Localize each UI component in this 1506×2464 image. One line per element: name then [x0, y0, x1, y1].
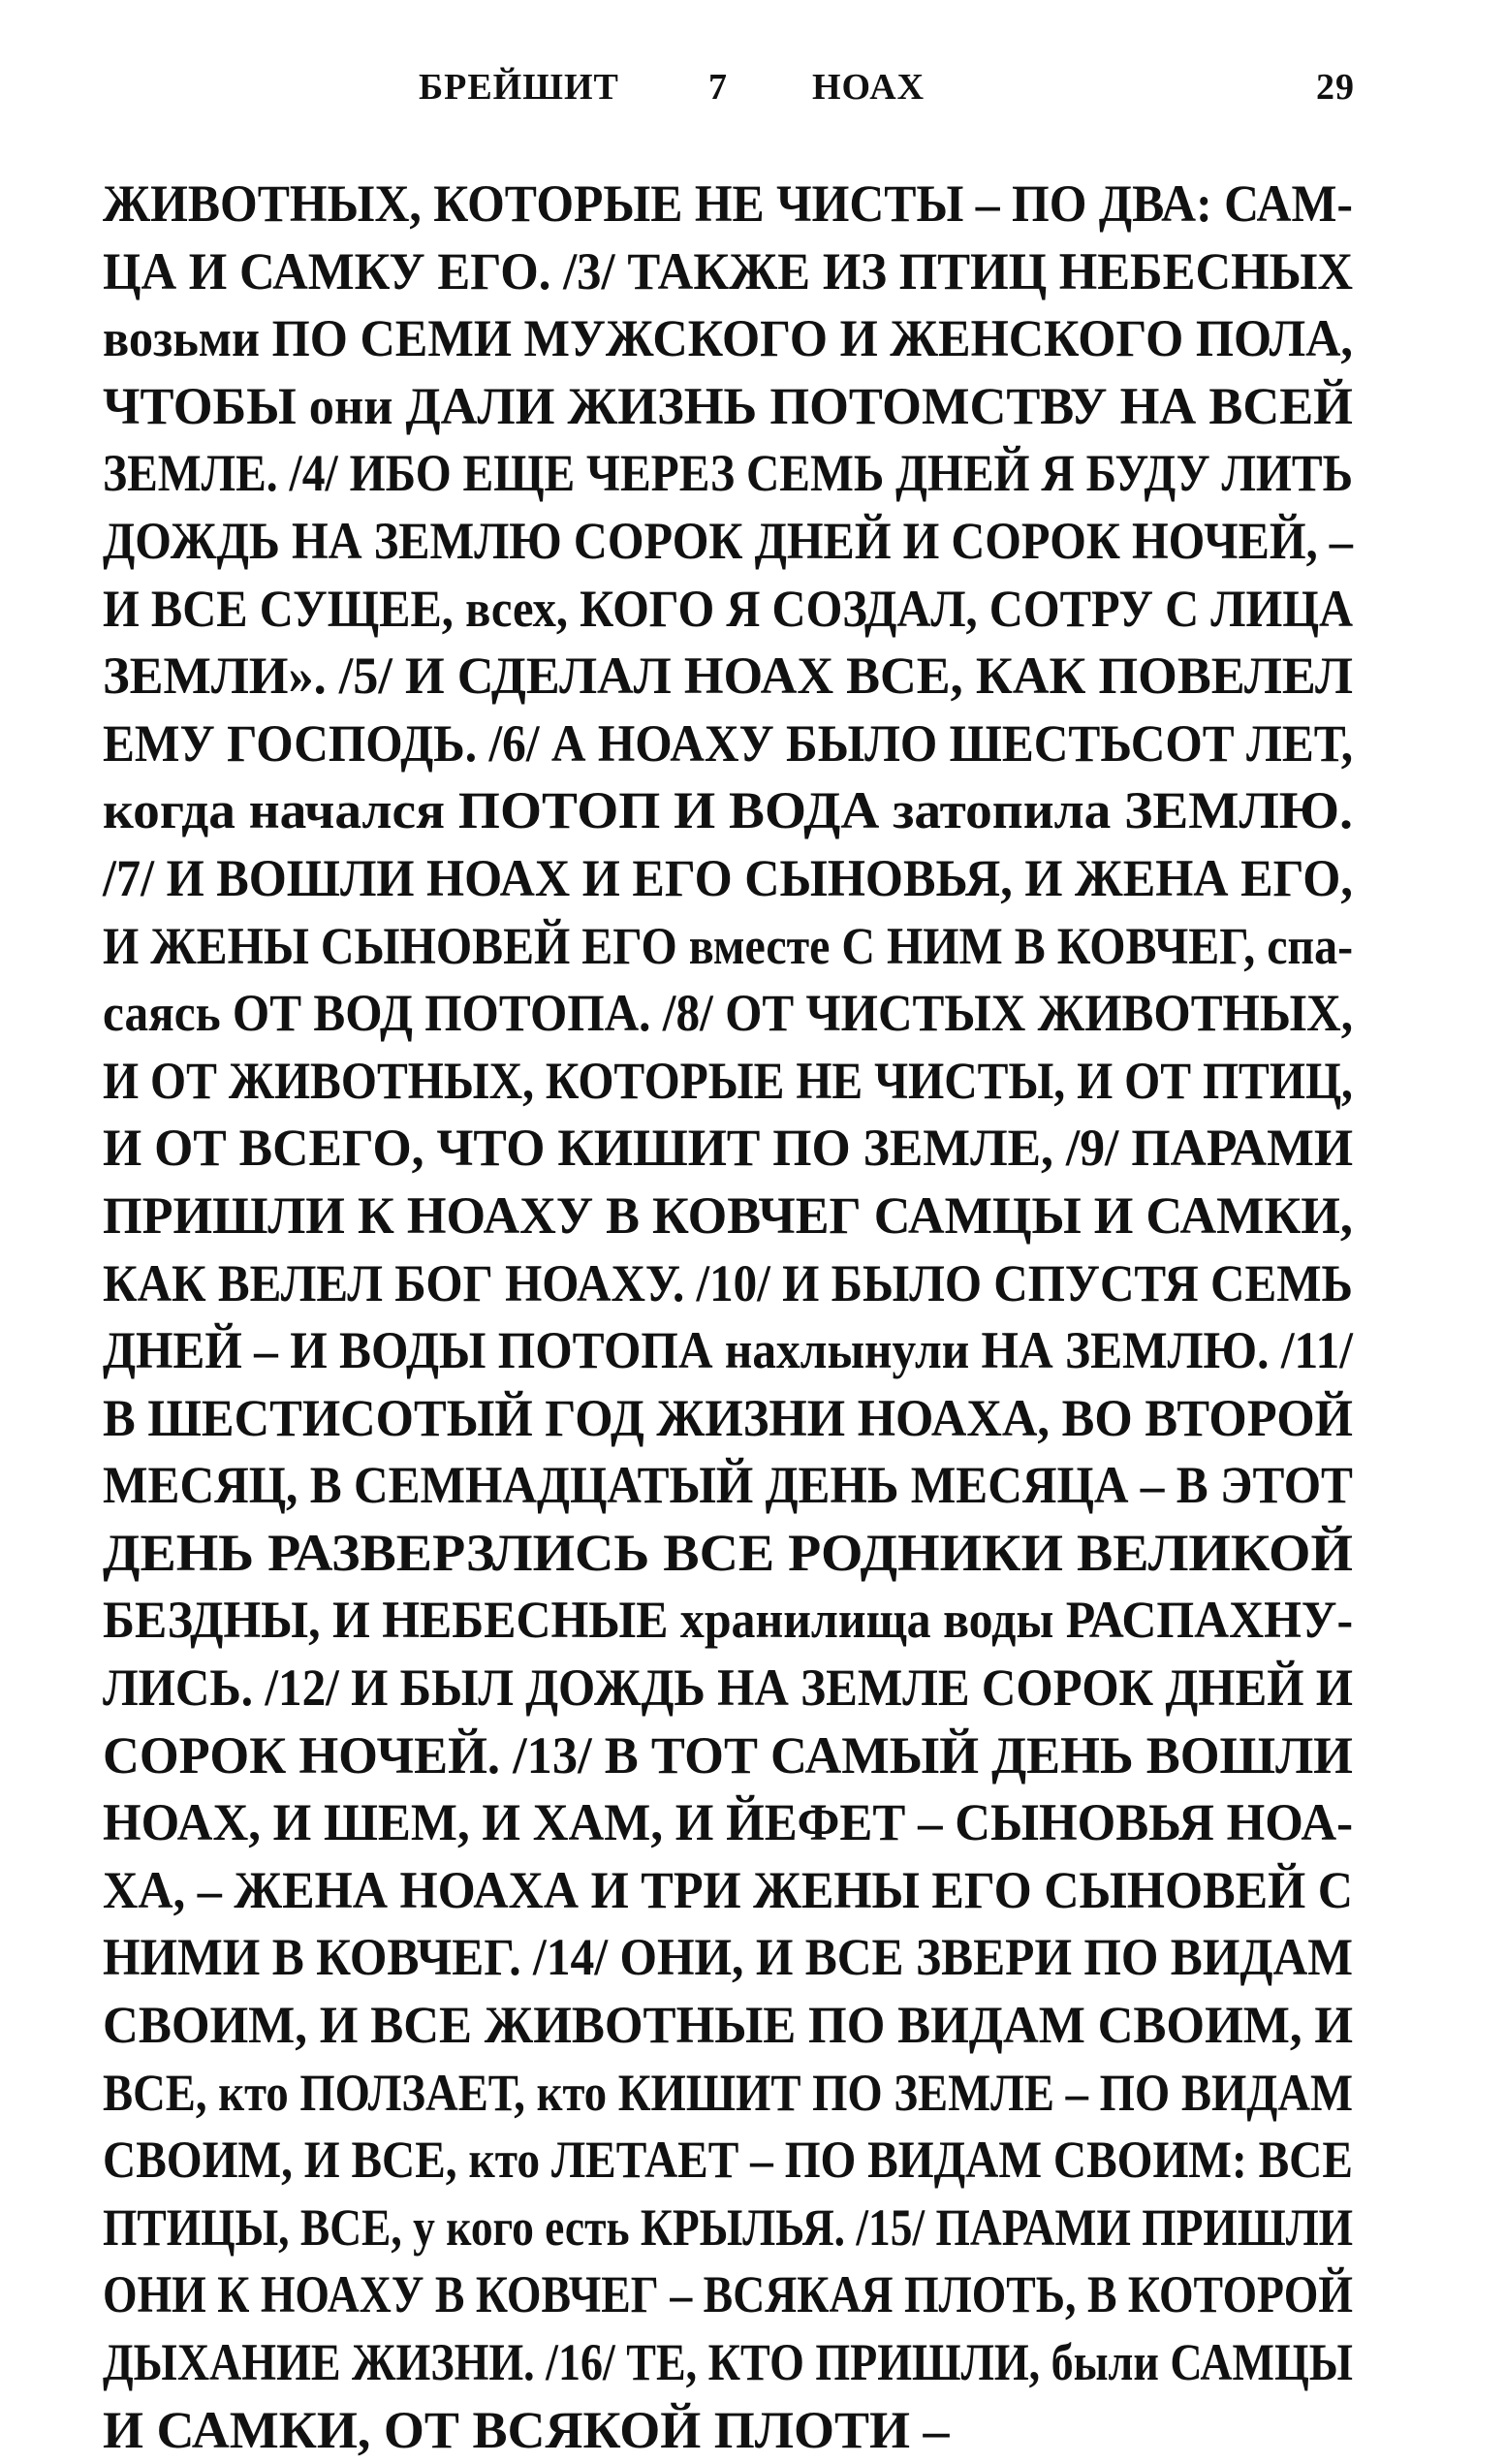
text-line: И ОТ ЖИВОТНЫХ, КОТОРЫЕ НЕ ЧИСТЫ, И ОТ ПТИЦ, — [103, 1051, 1353, 1110]
text-line: И ЖЕНЫ СЫНОВЕЙ ЕГО вместе С НИМ В КОВЧЕГ, спа- — [103, 916, 1354, 975]
text-line: И ОТ ВСЕГО, ЧТО КИШИТ ПО ЗЕМЛЕ, /9/ ПАРАМИ — [103, 1119, 1354, 1178]
text-line: В ШЕСТИСОТЫЙ ГОД ЖИЗНИ НОАХА, ВО ВТОРОЙ — [103, 1388, 1353, 1447]
text-line: ДЕНЬ РАЗВЕРЗЛИСЬ ВСЕ РОДНИКИ ВЕЛИКОЙ — [103, 1523, 1353, 1582]
text-line: НОАХ, И ШЕМ, И ХАМ, И ЙЕФЕТ – СЫНОВЬЯ НОА- — [103, 1793, 1354, 1852]
text-line: ДОЖДЬ НА ЗЕМЛЮ СОРОК ДНЕЙ И СОРОК НОЧЕЙ, – — [103, 511, 1353, 570]
scripture-text — [103, 171, 1353, 2464]
text-line: /7/ И ВОШЛИ НОАХ И ЕГО СЫНОВЬЯ, И ЖЕНА ЕГО, — [103, 848, 1353, 907]
page-number: 29 — [1316, 67, 1355, 108]
text-line: саясь ОТ ВОД ПОТОПА. /8/ ОТ ЧИСТЫХ ЖИВОТНЫХ, — [103, 984, 1354, 1043]
header-book-title: БРЕЙШИТ — [419, 67, 619, 108]
text-line: И САМКИ, ОТ ВСЯКОЙ ПЛОТИ – — [103, 2400, 950, 2459]
text-line: ЛИСЬ. /12/ И БЫЛ ДОЖДЬ НА ЗЕМЛЕ СОРОК ДНЕЙ И — [103, 1658, 1353, 1718]
text-line: СОРОК НОЧЕЙ. /13/ В ТОТ САМЫЙ ДЕНЬ ВОШЛИ — [103, 1725, 1353, 1785]
header-portion-title: НОАХ — [812, 67, 926, 108]
header-chapter-number: 7 — [708, 67, 728, 108]
text-line: НИМИ В КОВЧЕГ. /14/ ОНИ, И ВСЕ ЗВЕРИ ПО ВИДАМ — [103, 1928, 1353, 1987]
text-line: БЕЗДНЫ, И НЕБЕСНЫЕ хранилища воды РАСПАХНУ- — [103, 1591, 1354, 1650]
text-line: ЧТОБЫ они ДАЛИ ЖИЗНЬ ПОТОМСТВУ НА ВСЕЙ — [103, 376, 1353, 435]
text-line: ВСЕ, кто ПОЛЗАЕТ, кто КИШИТ ПО ЗЕМЛЕ – ПО ВИДАМ — [103, 2063, 1354, 2122]
text-line: ЗЕМЛЕ. /4/ ИБО ЕЩЕ ЧЕРЕЗ СЕМЬ ДНЕЙ Я БУДУ ЛИТЬ — [103, 444, 1354, 503]
text-line: ЖИВОТНЫХ, КОТОРЫЕ НЕ ЧИСТЫ – ПО ДВА: САМ- — [103, 174, 1353, 233]
text-line: ЕМУ ГОСПОДЬ. /6/ А НОАХУ БЫЛО ШЕСТЬСОТ ЛЕТ, — [103, 713, 1354, 773]
text-line: ДНЕЙ – И ВОДЫ ПОТОПА нахлынули НА ЗЕМЛЮ. /11/ — [103, 1321, 1353, 1380]
text-line: когда начался ПОТОП И ВОДА затопила ЗЕМЛЮ. — [103, 781, 1353, 840]
text-line: СВОИМ, И ВСЕ ЖИВОТНЫЕ ПО ВИДАМ СВОИМ, И — [103, 1996, 1354, 2055]
text-line: И ВСЕ СУЩЕЕ, всех, КОГО Я СОЗДАЛ, СОТРУ С ЛИЦА — [103, 579, 1353, 638]
running-header — [105, 66, 1355, 124]
text-line: КАК ВЕЛЕЛ БОГ НОАХУ. /10/ И БЫЛО СПУСТЯ СЕМЬ — [103, 1253, 1353, 1312]
text-line: ХА, – ЖЕНА НОАХА И ТРИ ЖЕНЫ ЕГО СЫНОВЕЙ С — [103, 1860, 1354, 1919]
text-line: ЦА И САМКУ ЕГО. /3/ ТАКЖЕ ИЗ ПТИЦ НЕБЕСНЫХ — [103, 241, 1354, 300]
text-line: ОНИ К НОАХУ В КОВЧЕГ – ВСЯКАЯ ПЛОТЬ, В КОТОРОЙ — [103, 2265, 1353, 2324]
text-line: СВОИМ, И ВСЕ, кто ЛЕТАЕТ – ПО ВИДАМ СВОИМ: ВСЕ — [103, 2131, 1353, 2190]
text-line: ЗЕМЛИ». /5/ И СДЕЛАЛ НОАХ ВСЕ, КАК ПОВЕЛЕЛ — [103, 647, 1354, 706]
text-line: ПТИЦЫ, ВСЕ, у кого есть КРЫЛЬЯ. /15/ ПАРАМИ ПРИШЛИ — [103, 2197, 1353, 2257]
text-line: ПРИШЛИ К НОАХУ В КОВЧЕГ САМЦЫ И САМКИ, — [103, 1185, 1353, 1245]
text-line: ДЫХАНИЕ ЖИЗНИ. /16/ ТЕ, КТО ПРИШЛИ, были САМЦЫ — [103, 2333, 1353, 2391]
text-line: возьми ПО СЕМИ МУЖСКОГО И ЖЕНСКОГО ПОЛА, — [103, 309, 1353, 368]
text-line: МЕСЯЦ, В СЕМНАДЦАТЫЙ ДЕНЬ МЕСЯЦА – В ЭТОТ — [103, 1456, 1353, 1515]
